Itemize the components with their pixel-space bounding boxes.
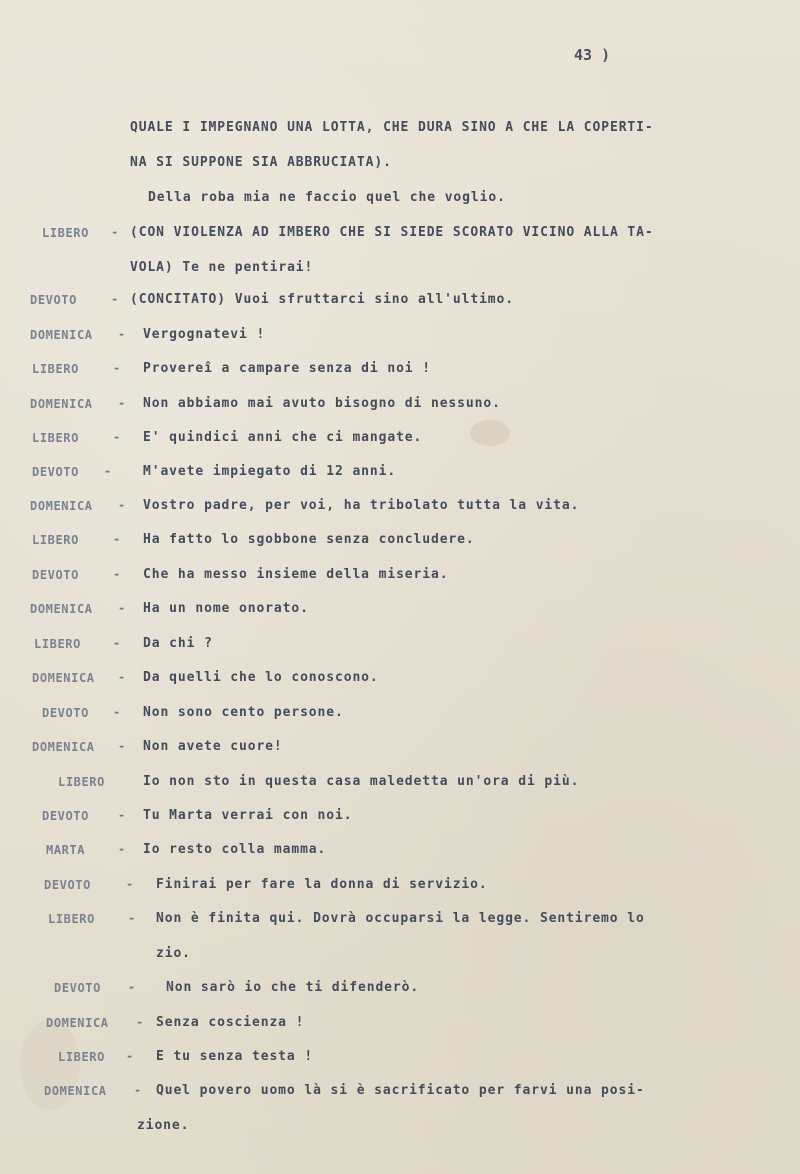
- paper-stain: [470, 420, 510, 446]
- speaker-name: LIBERO: [32, 431, 79, 445]
- dialogue-line: Provereî a campare senza di noi !: [143, 361, 431, 376]
- speaker-name: LIBERO: [32, 533, 79, 547]
- dialogue-line: Della roba mia ne faccio quel che voglio.: [148, 190, 506, 205]
- speaker-name: DEVOTO: [32, 465, 79, 479]
- dialogue-line: Finirai per fare la donna di servizio.: [156, 877, 488, 892]
- dialogue-line: E tu senza testa !: [156, 1049, 314, 1064]
- speaker-dash: -: [113, 430, 121, 444]
- speaker-dash: -: [118, 739, 126, 753]
- page-number: 43 ): [574, 46, 611, 64]
- speaker-dash: -: [134, 1083, 142, 1097]
- speaker-dash: -: [113, 567, 121, 581]
- dialogue-line: Io resto colla mamma.: [143, 842, 327, 857]
- dialogue-line: Che ha messo insieme della miseria.: [143, 567, 449, 582]
- dialogue-line: Senza coscienza !: [156, 1015, 305, 1030]
- dialogue-line: Ha fatto lo sgobbone senza concludere.: [143, 532, 475, 547]
- stage-direction-line: QUALE I IMPEGNANO UNA LOTTA, CHE DURA SINO A CHE LA COPERTI-: [130, 120, 654, 135]
- speaker-dash: -: [118, 327, 126, 341]
- speaker-dash: -: [113, 705, 121, 719]
- speaker-name: DOMENICA: [30, 602, 93, 616]
- speaker-name: LIBERO: [42, 226, 89, 240]
- speaker-name: DOMENICA: [30, 328, 93, 342]
- dialogue-line: Vergognatevi !: [143, 327, 266, 342]
- dialogue-line: Tu Marta verrai con noi.: [143, 808, 353, 823]
- dialogue-line: Non abbiamo mai avuto bisogno di nessuno.: [143, 396, 501, 411]
- speaker-name: DEVOTO: [30, 293, 77, 307]
- speaker-name: DEVOTO: [42, 706, 89, 720]
- dialogue-line: Vostro padre, per voi, ha tribolato tutta la vita.: [143, 498, 580, 513]
- dialogue-line: zione.: [137, 1118, 190, 1133]
- speaker-name: DOMENICA: [32, 740, 95, 754]
- speaker-name: DOMENICA: [30, 499, 93, 513]
- dialogue-line: Da quelli che lo conoscono.: [143, 670, 379, 685]
- speaker-dash: -: [111, 292, 119, 306]
- stage-direction-line: NA SI SUPPONE SIA ABBRUCIATA).: [130, 155, 392, 170]
- speaker-name: LIBERO: [32, 362, 79, 376]
- speaker-dash: -: [128, 980, 136, 994]
- speaker-name: DOMENICA: [30, 397, 93, 411]
- dialogue-line: zio.: [156, 946, 191, 961]
- speaker-dash: -: [118, 842, 126, 856]
- speaker-name: DEVOTO: [44, 878, 91, 892]
- stage-direction-line: (CON VIOLENZA AD IMBERO CHE SI SIEDE SCORATO VICINO ALLA TA-: [130, 225, 654, 240]
- speaker-dash: -: [128, 911, 136, 925]
- speaker-name: LIBERO: [34, 637, 81, 651]
- dialogue-line: M'avete impiegato di 12 anni.: [143, 464, 397, 479]
- dialogue-line: Non avete cuore!: [143, 739, 283, 754]
- speaker-dash: -: [118, 808, 126, 822]
- speaker-name: DOMENICA: [44, 1084, 107, 1098]
- dialogue-line: Io non sto in questa casa maledetta un'ora di più.: [143, 774, 580, 789]
- dialogue-line: E' quindici anni che ci mangate.: [143, 430, 423, 445]
- speaker-dash: -: [136, 1015, 144, 1029]
- speaker-dash: -: [118, 601, 126, 615]
- speaker-name: LIBERO: [58, 775, 105, 789]
- speaker-name: LIBERO: [58, 1050, 105, 1064]
- dialogue-line: VOLA) Te ne pentirai!: [130, 260, 314, 275]
- dialogue-line: (CONCITATO) Vuoi sfruttarci sino all'ultimo.: [130, 292, 514, 307]
- speaker-name: MARTA: [46, 843, 86, 857]
- speaker-dash: -: [111, 225, 119, 239]
- speaker-dash: -: [118, 670, 126, 684]
- speaker-name: DOMENICA: [46, 1016, 109, 1030]
- speaker-name: LIBERO: [48, 912, 95, 926]
- speaker-dash: -: [118, 498, 126, 512]
- speaker-dash: -: [118, 396, 126, 410]
- dialogue-line: Non è finita qui. Dovrà occuparsi la legge. Sentiremo lo: [156, 911, 645, 926]
- dialogue-line: Non sarò io che ti difenderò.: [166, 980, 420, 995]
- speaker-dash: -: [113, 636, 121, 650]
- speaker-name: DEVOTO: [32, 568, 79, 582]
- speaker-dash: -: [126, 1049, 134, 1063]
- speaker-dash: -: [113, 361, 121, 375]
- speaker-name: DEVOTO: [42, 809, 89, 823]
- dialogue-line: Non sono cento persone.: [143, 705, 344, 720]
- speaker-dash: -: [113, 532, 121, 546]
- speaker-dash: -: [104, 464, 112, 478]
- speaker-name: DEVOTO: [54, 981, 101, 995]
- dialogue-line: Da chi ?: [143, 636, 213, 651]
- speaker-name: DOMENICA: [32, 671, 95, 685]
- dialogue-line: Ha un nome onorato.: [143, 601, 309, 616]
- speaker-dash: -: [126, 877, 134, 891]
- dialogue-line: Quel povero uomo là si è sacrificato per farvi una posi-: [156, 1083, 645, 1098]
